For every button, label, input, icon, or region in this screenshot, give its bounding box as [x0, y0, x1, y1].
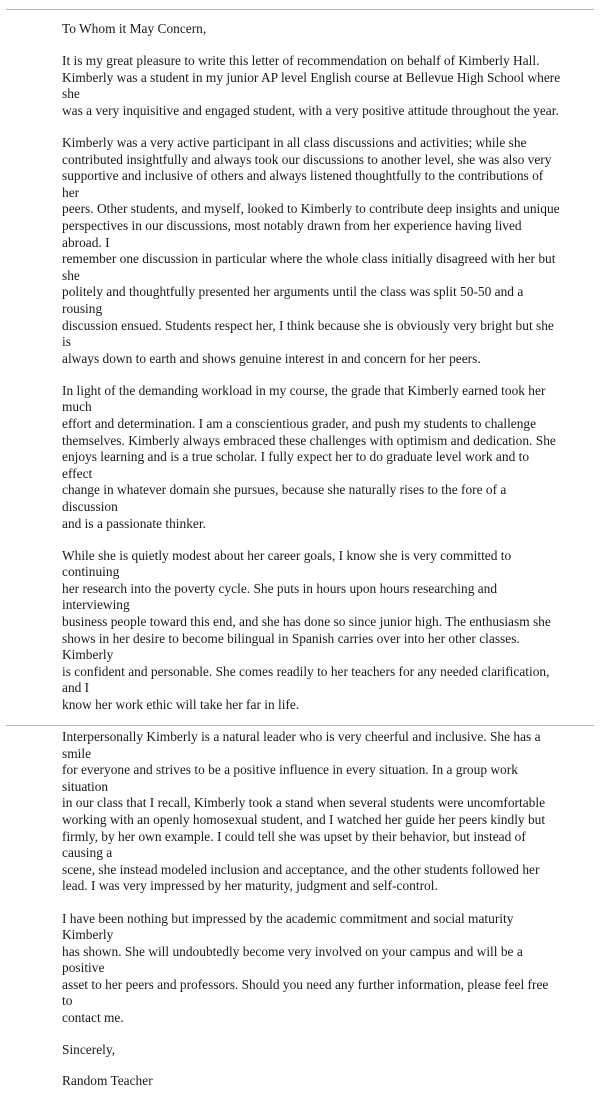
signature: Random Teacher — [62, 1072, 153, 1088]
paragraph-leadership: Interpersonally Kimberly is a natural leader who is very cheerful and inclusive. She has a smile for everyone and strives to be a positive influence in every situation. In a group work situation in our class that I recall, Kimberly took a stand when several students were uncomfortable working with an openly homosexual student, and I watched her guide her peers kindly but firmly, by her own example. I could tell she was upset by their behavior, but instead of causing a scene, she instead modeled inclusion and acceptance, and the other students followed her lead. I was very impressed by her maturity, judgment and self-control. — [62, 729, 546, 894]
paragraph-conclusion: I have been nothing but impressed by the academic commitment and social maturity Kimberly has shown. She will undoubtedly become very involved on your campus and will be a positive asset to her peers and professors. Should you need any further information, please feel free to contact me. — [62, 910, 549, 1026]
salutation: To Whom it May Concern, — [62, 21, 207, 36]
paragraph-workload: In light of the demanding workload in my course, the grade that Kimberly earned took her much effort and determination. I am a conscientious grader, and push my students to challenge themselves. Kimberly always embraced these challenges with optimism and dedication. She enjoys learning and is a true scholar. I fully expect her to do graduate level work and to effect change in whatever domain she pursues, because she naturally rises to the fore of a discussion and is a passionate thinker. — [62, 382, 556, 531]
paragraph-participation: Kimberly was a very active participant in all class discussions and activities; while she contributed insightfully and always took our discussions to another level, she was also very supportive and inclusive of others and always listened thoughtfully to the contributions of her peers. Other students, and myself, looked to Kimberly to contribute deep insights and unique perspectives in our discussions, most notably drawn from her experience having lived abroad. I remember one discussion in particular where the whole class initially disagreed with her but she politely and thoughtfully presented her arguments until the class was split 50-50 and a rousing discussion ensued. Students respect her, I think because she is obviously very bright but she is always down to earth and shows genuine interest in and concern for her peers. — [62, 134, 560, 366]
closing: Sincerely, — [62, 1042, 116, 1058]
letter-body — [62, 21, 562, 1103]
paragraph-introduction: It is my great pleasure to write this letter of recommendation on behalf of Kimberly Hall. Kimberly was a student in my junior AP level English course at Bellevue High School where she was a very inquisitive and engaged student, with a very positive attitude throughout the year. — [62, 53, 561, 118]
paragraph-career-goals: While she is quietly modest about her career goals, I know she is very committed to continuing her research into the poverty cycle. She puts in hours upon hours researching and interviewing business people toward this end, and she has done so since junior high. The enthusiasm she shows in her desire to become bilingual in Spanish carries over into her other classes. Kimberly is confident and personable. She comes readily to her teachers for any needed clarification, and I know her work ethic will take her far in life. — [62, 547, 551, 712]
